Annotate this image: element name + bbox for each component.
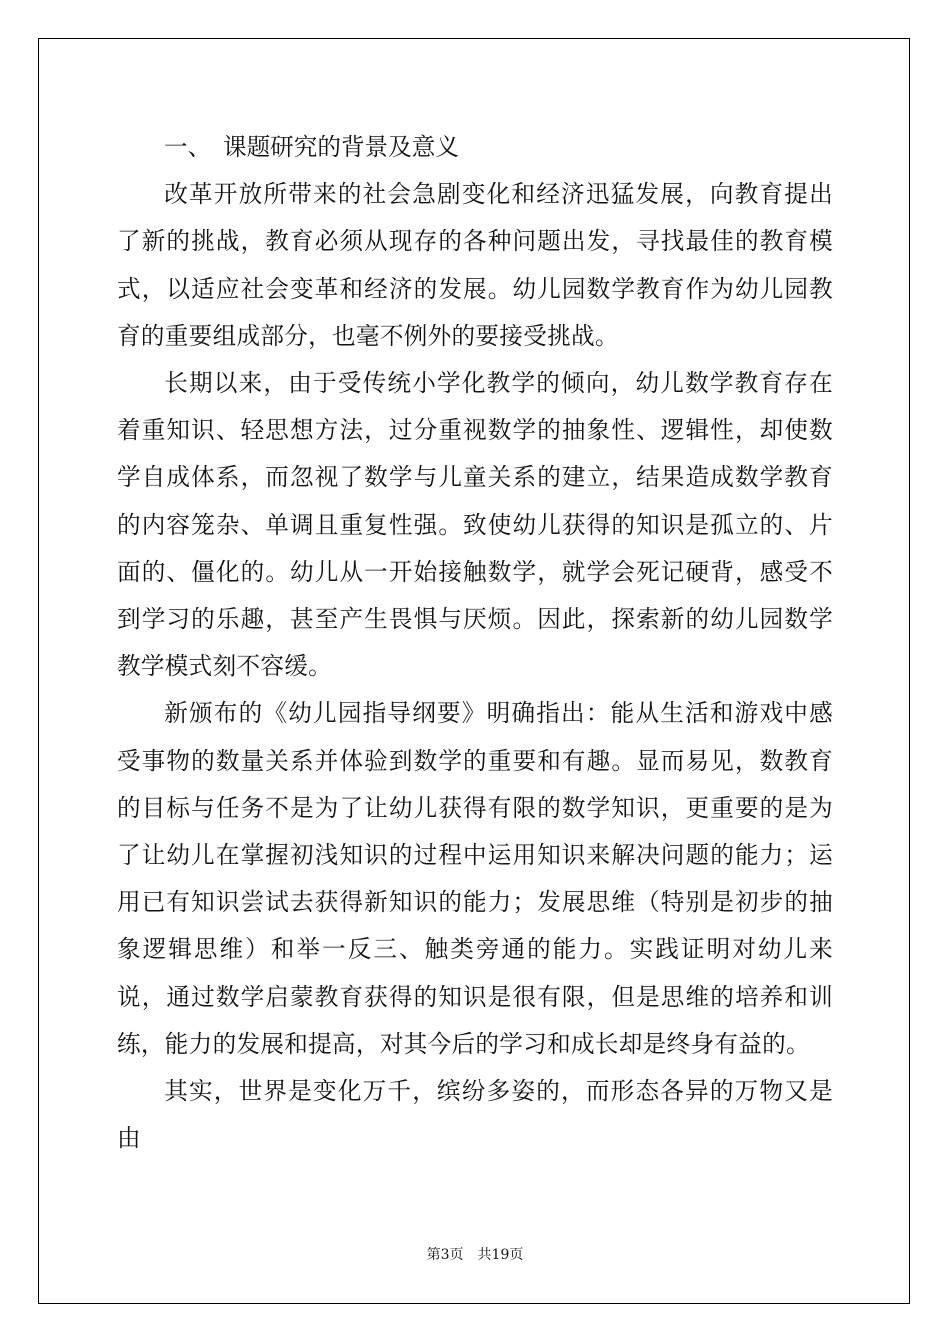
section-heading bbox=[117, 124, 833, 171]
document-body bbox=[117, 124, 833, 1162]
section-title: 课题研究的背景及意义 bbox=[223, 133, 459, 161]
page-total: 共19页 bbox=[477, 1247, 524, 1263]
paragraph-1: 改革开放所带来的社会急剧变化和经济迅猛发展，向教育提出了新的挑战，教育必须从现存的各种问题出发，寻找最佳的教育模式，以适应社会变革和经济的发展。幼儿园数学教育作为幼儿园教育的重要组成部分，也毫不例外的要接受挑战。 bbox=[117, 180, 833, 350]
paragraph-3: 新颁布的《幼儿园指导纲要》明确指出：能从生活和游戏中感受事物的数量关系并体验到数学的重要和有趣。显而易见，数教育的目标与任务不是为了让幼儿获得有限的数学知识，更重要的是为了让幼儿在掌握初浅知识的过程中运用知识来解决问题的能力；运用已有知识尝试去获得新知识的能力；发展思维（特别是初步的抽象逻辑思维）和举一反三、触类旁通的能力。实践证明对幼儿来说，通过数学启蒙教育获得的知识是很有限，但是思维的培养和训练，能力的发展和提高，对其今后的学习和成长却是终身有益的。 bbox=[117, 699, 833, 1058]
section-number: 一、 bbox=[164, 133, 212, 161]
page-number: 第3页 bbox=[426, 1247, 464, 1263]
paragraph-4: 其实，世界是变化万千，缤纷多姿的，而形态各异的万物又是由 bbox=[117, 1077, 833, 1153]
page-footer bbox=[0, 1244, 950, 1264]
paragraph-2: 长期以来，由于受传统小学化教学的倾向，幼儿数学教育存在着重知识、轻思想方法，过分重视数学的抽象性、逻辑性，却使数学自成体系，而忽视了数学与儿童关系的建立，结果造成数学教育的内容笼杂、单调且重复性强。致使幼儿获得的知识是孤立的、片面的、僵化的。幼儿从一开始接触数学，就学会死记硬背，感受不到学习的乐趣，甚至产生畏惧与厌烦。因此，探索新的幼儿园数学教学模式刻不容缓。 bbox=[117, 369, 833, 681]
